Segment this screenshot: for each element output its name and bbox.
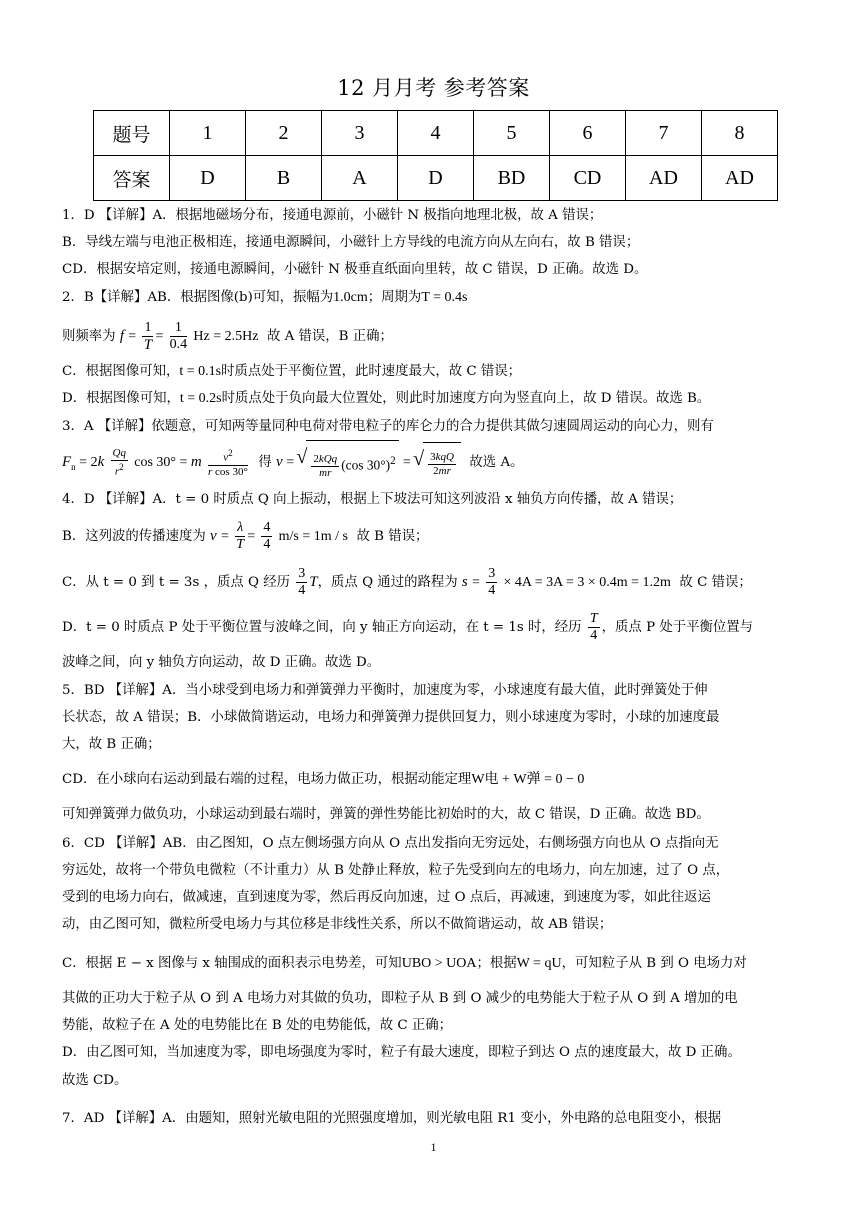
table-cell: D: [398, 156, 474, 201]
text-line: 故选 CD。: [62, 1073, 128, 1088]
math-amplitude: 1.0cm: [333, 290, 368, 305]
math-distance: × 4A = 3A = 3 × 0.4m = 1.2m: [503, 575, 671, 590]
table-cell: 6: [550, 111, 626, 156]
text-line: [62, 770, 822, 790]
table-row-numbers: [94, 111, 778, 156]
table-cell: D: [170, 156, 246, 201]
table-cell: 1: [170, 111, 246, 156]
text-line: [62, 389, 822, 409]
text-segment: ，可知粒子从 B 到 O 电场力对: [561, 956, 747, 971]
text-segment: 时质点处于负向最大位置处，则此时加速度方向为竖直向上，故 D 错误。故选 B。: [221, 391, 711, 406]
table-row-answers: [94, 156, 778, 201]
text-segment: C．根据图像可知，: [62, 364, 180, 379]
answer-table: [93, 110, 778, 201]
text-segment: C．从 t = 0 到 t = 3s ，质点 Q 经历: [62, 575, 291, 590]
table-cell: A: [322, 156, 398, 201]
fraction: $\frac{1}{0.4}$: [169, 320, 188, 352]
text-line: 长状态，故 A 错误；B．小球做简谐运动，电场力和弹簧弹力提供回复力，则小球速度为零时，小球的加速度最: [62, 710, 720, 725]
text-line: 大，故 B 正确；: [62, 737, 161, 752]
math-var: f: [119, 328, 124, 344]
fraction: $\frac{1}{T}$: [143, 319, 153, 353]
table-cell: AD: [626, 156, 702, 201]
text-segment: 则频率为: [62, 329, 116, 344]
math-time: t = 0.1s: [179, 364, 222, 379]
table-cell: BD: [474, 156, 550, 201]
table-cell: 8: [702, 111, 778, 156]
text-line: D．由乙图可知，当加速度为零，即电场强度为零时，粒子有最大速度，即粒子到达 O 点的速度最大，故 D 正确。: [62, 1045, 741, 1060]
table-cell: CD: [550, 156, 626, 201]
text-line: 穷远处，故将一个带负电微粒（不计重力）从 B 处静止释放，粒子先受到向左的电场力，向左加速，过了 O 点，: [62, 863, 730, 878]
text-line: 4．D 【详解】A．t = 0 时质点 Q 向上振动，根据上下坡法可知这列波沿 x 轴负方向传播，故 A 错误；: [62, 492, 683, 507]
text-line: 1．D 【详解】A．根据地磁场分布，接通电源前，小磁针 N 极指向地理北极，故 A 错误；: [62, 208, 603, 223]
text-line: [62, 362, 822, 382]
table-cell: 4: [398, 111, 474, 156]
text-line: 3．A 【详解】依题意，可知两等量同种电荷对带电粒子的库仑力的合力提供其做匀速圆周运动的向心力，则有: [62, 419, 714, 434]
text-line: [62, 954, 822, 974]
text-segment: D．t = 0 时质点 P 处于平衡位置与波峰之间，向 y 轴正方向运动，在 t = 1s 时，经历: [62, 620, 582, 635]
text-segment: 故选 A。: [469, 455, 524, 471]
text-line: 其做的正功大于粒子从 O 到 A 电场力对其做的负功，即粒子从 B 到 O 减少的电势能大于粒子从 O 到 A 增加的电: [62, 991, 738, 1006]
math-time: t = 0.2s: [179, 391, 222, 406]
math-period: T = 0.4s: [421, 290, 468, 305]
table-cell: B: [246, 156, 322, 201]
text-line: D．t = 0 时质点 P 处于平衡位置与波峰之间，向 y 轴正方向运动，在 t = 1s 时，经历 $\frac{T}{4}$ ，质点 P 处于平衡位置与: [62, 611, 754, 643]
text-segment: B．这列波的传播速度为: [62, 529, 206, 544]
text-segment: 时质点处于平衡位置，此时速度最大，故 C 错误；: [221, 364, 522, 379]
text-segment: ，质点 P 处于平衡位置与: [601, 620, 754, 635]
text-line: CD．根据安培定则，接通电源瞬间，小磁针 N 极垂直纸面向里转，故 C 错误，D 正确。故选 D。: [62, 262, 648, 277]
text-segment: 故 A 错误，B 正确；: [266, 329, 393, 344]
text-line: 6．CD 【详解】AB．由乙图知，O 点左侧场强方向从 O 点出发指向无穷远处，右侧场强方向也从 O 点指向无: [62, 836, 719, 851]
text-segment: CD．在小球向右运动到最右端的过程，电场力做正功，根据动能定理: [62, 772, 472, 787]
table-cell: 5: [474, 111, 550, 156]
text-line: B．导线左端与电池正极相连，接通电源瞬间，小磁针上方导线的电流方向从左向右，故 B 错误；: [62, 235, 640, 250]
text-segment: 得: [258, 455, 272, 471]
math-work: W = qU: [516, 956, 562, 971]
row-header-answers: 答案: [94, 156, 170, 201]
text-segment: ；根据: [476, 956, 517, 971]
text-segment: 2．B【详解】AB．根据图像(b)可知，振幅为: [62, 290, 334, 305]
text-line: B．这列波的传播速度为 v = $\frac{\lambda}{T}$ = $\frac{4}{4}$ m/s = 1m / s 故 B 错误；: [62, 520, 429, 552]
page-title: 12 月月考 参考答案: [337, 76, 530, 100]
text-line: 动，由乙图可知，微粒所受电场力与其位移是非线性关系，所以不做简谐运动，故 AB 错误；: [62, 917, 613, 932]
table-cell: 2: [246, 111, 322, 156]
text-segment: D．根据图像可知，: [62, 391, 180, 406]
math-work-energy: W电 + W弹 = 0 − 0: [471, 772, 585, 787]
formula-line: $F_n = 2k$ $\frac{Qq}{r^2}$ cos 30° = m $\frac{v^2}{\text{r cos 30°}}$ 得 v = √ $\frac{\text{2kQq}}{mr}$ (cos 30°)$^2$ = √ $\frac{\text{3kqQ}}{2mr}$ 故选 A。: [62, 440, 822, 487]
math-potential: UBO > UOA: [401, 956, 477, 971]
text-segment: 故 C 错误；: [679, 575, 752, 590]
row-header-numbers: 题号: [94, 111, 170, 156]
table-cell: 7: [626, 111, 702, 156]
text-segment: ；周期为: [367, 290, 422, 305]
text-line: 7．AD 【详解】A．由题知，照射光敏电阻的光照强度增加，则光敏电阻 R1 变小，外电路的总电阻变小，根据: [62, 1111, 722, 1126]
text-line: 5．BD 【详解】A．当小球受到电场力和弹簧弹力平衡时，加速度为零，小球速度有最大值，此时弹簧处于伸: [62, 683, 708, 698]
text-line: [62, 288, 822, 308]
text-line: 势能，故粒子在 A 处的电势能比在 B 处的电势能低，故 C 正确；: [62, 1018, 453, 1033]
text-segment: 故 B 错误；: [356, 529, 429, 544]
math-speed: m/s = 1m / s: [278, 529, 348, 544]
math-frequency: Hz = 2.5Hz: [193, 329, 259, 344]
table-cell: 3: [322, 111, 398, 156]
table-cell: AD: [702, 156, 778, 201]
text-line: 受到的电场力向右，做减速，直到速度为零，然后再反向加速，过 O 点后，再减速，到速度为零，如此往返运: [62, 890, 711, 905]
text-line: 可知弹簧弹力做负功，小球运动到最右端时，弹簧的弹性势能比初始时的大，故 C 错误，D 正确。故选 BD。: [62, 807, 710, 822]
text-line: C．从 t = 0 到 t = 3s ，质点 Q 经历 $\frac{3}{4}$ T，质点 Q 通过的路程为 s = $\frac{3}{4}$ × 4A = 3A = 3 × 0.4m = 1.2m 故 C 错误；: [62, 566, 752, 598]
text-line: 波峰之间，向 y 轴负方向运动，故 D 正确。故选 D。: [62, 655, 381, 670]
text-segment: ，质点 Q 通过的路程为: [317, 575, 458, 590]
page-number: 1: [430, 1140, 437, 1154]
text-segment: C．根据 E − x 图像与 x 轴围成的面积表示电势差，可知: [62, 956, 402, 971]
text-line: 则频率为 f = $\frac{1}{T}$ = $\frac{1}{0.4}$ Hz = 2.5Hz 故 A 错误，B 正确；: [62, 319, 393, 353]
